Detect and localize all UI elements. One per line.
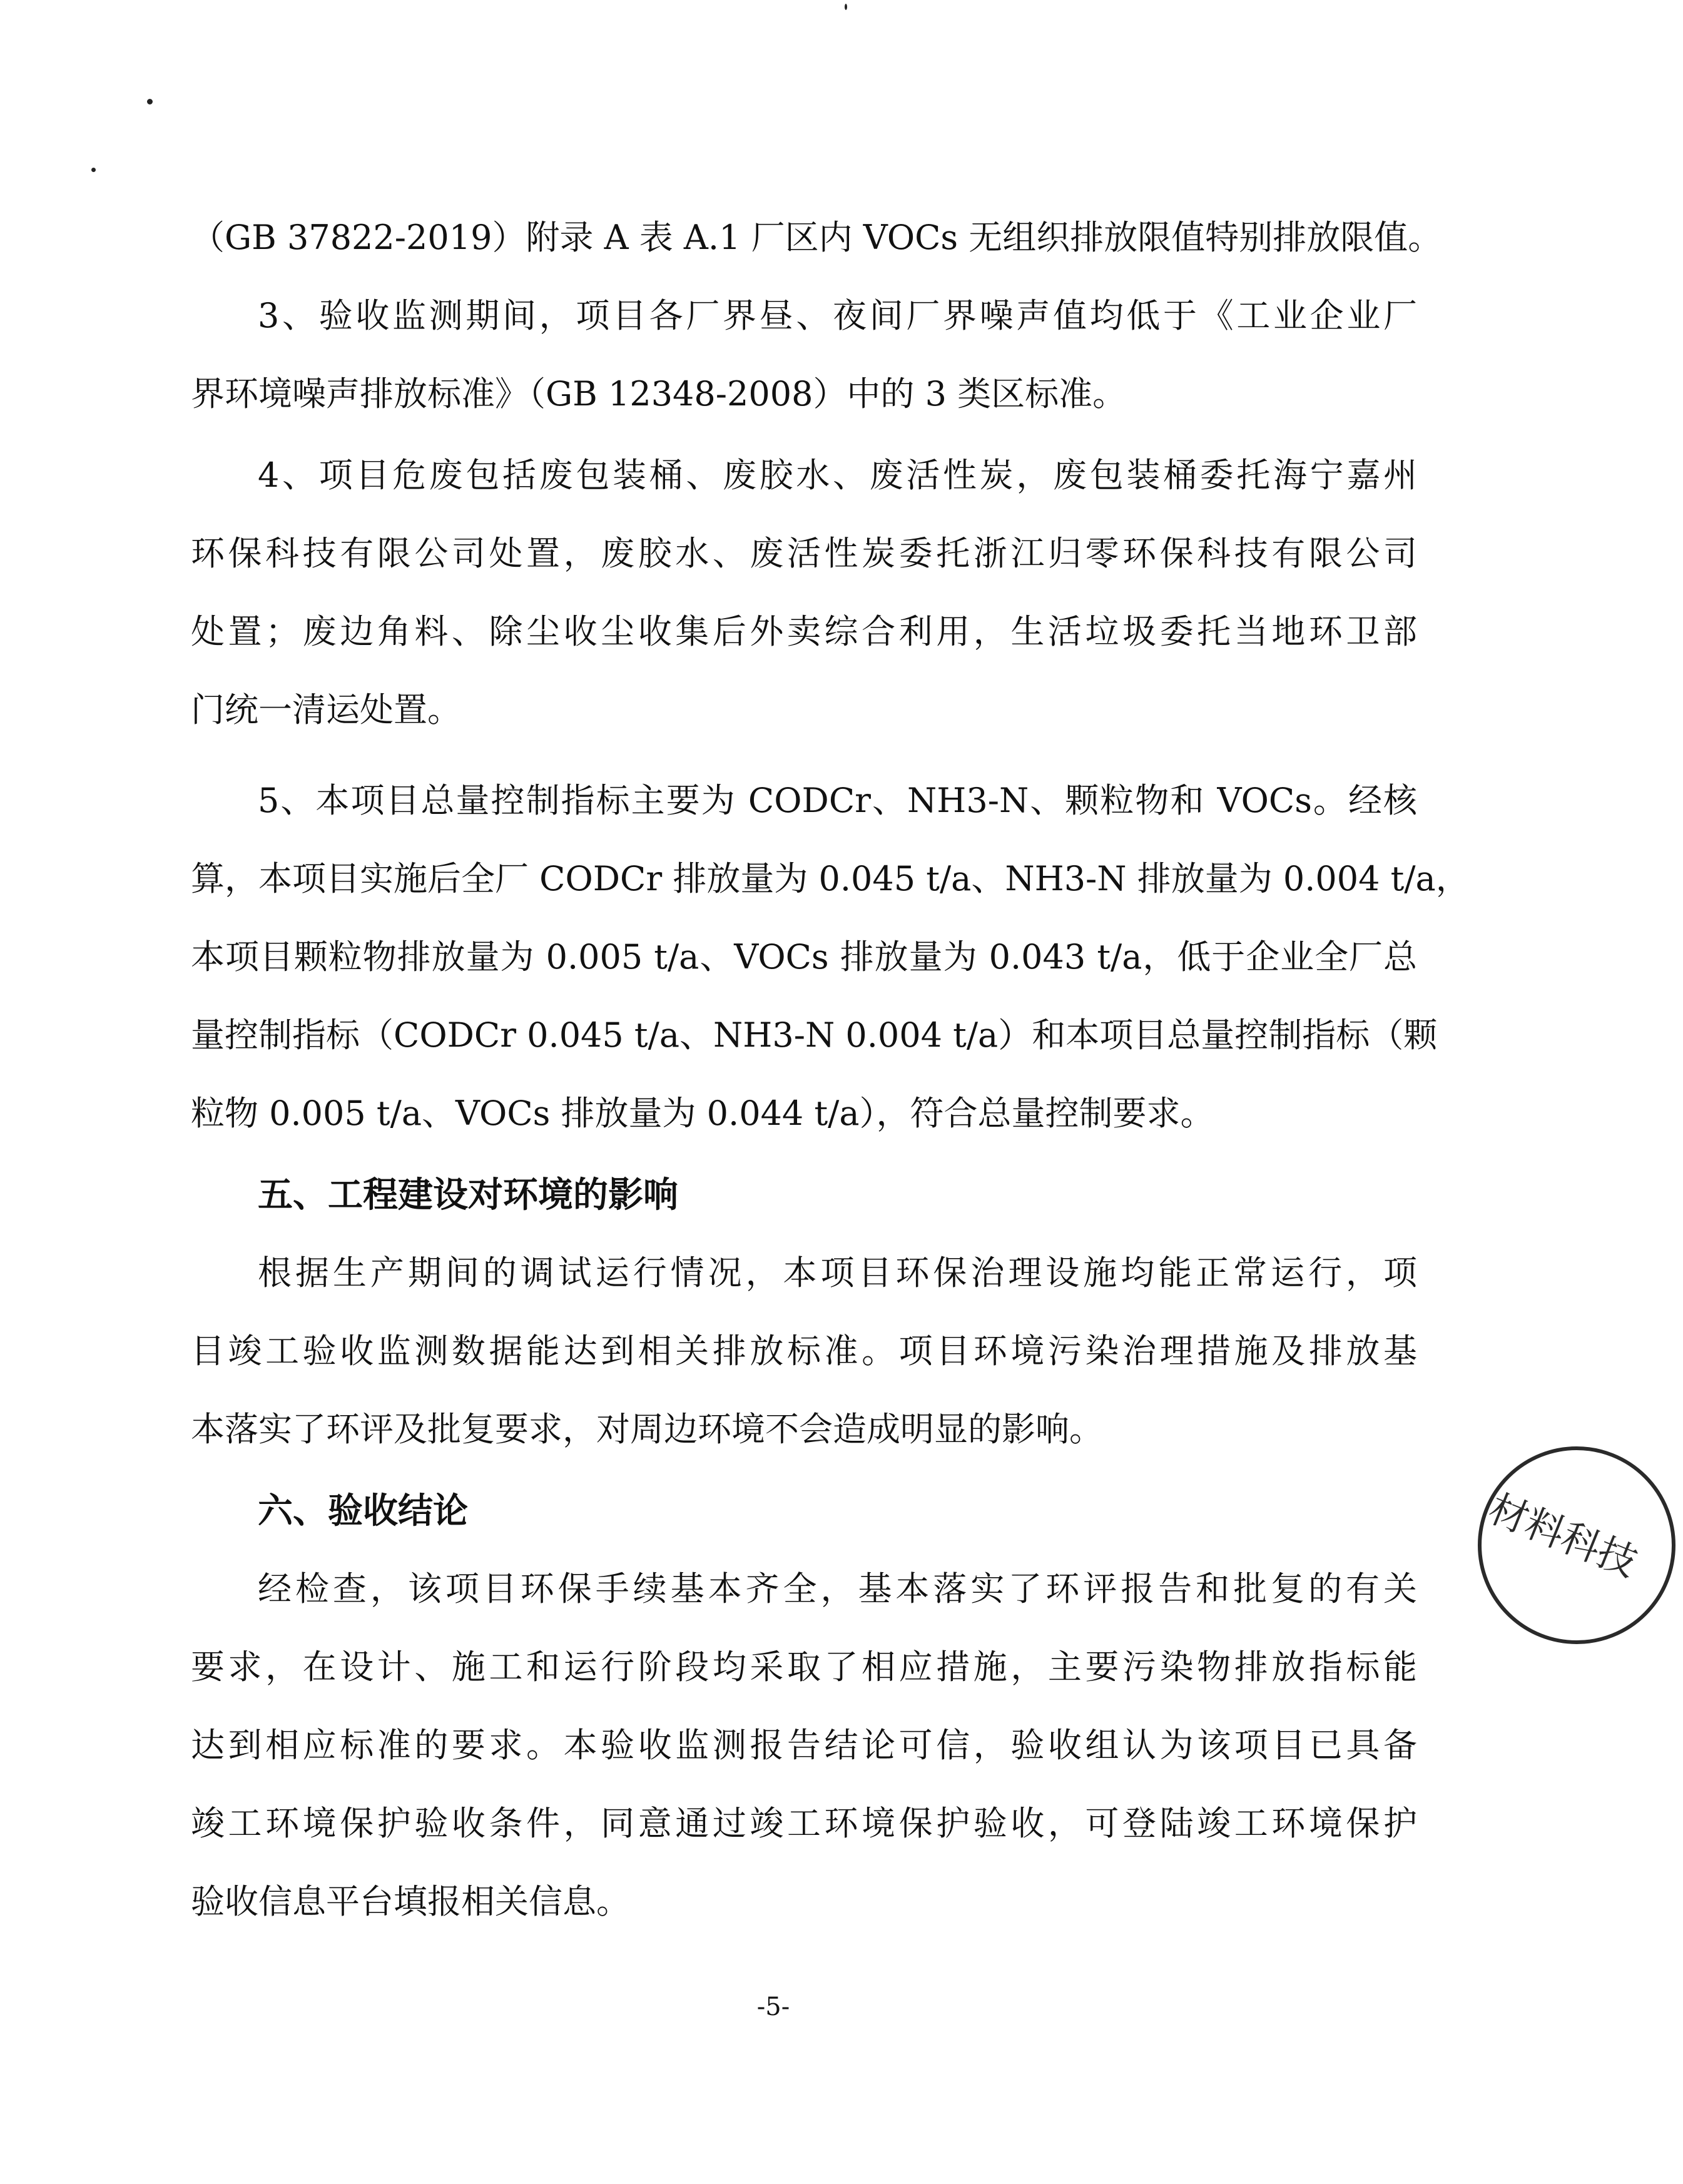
text-line: 3、验收监测期间，项目各厂界昼、夜间厂界噪声值均低于《工业企业厂 xyxy=(258,296,1417,335)
scan-speck xyxy=(91,168,96,172)
text-line: 粒物 0.005 t/a、VOCs 排放量为 0.044 t/a），符合总量控制要求。 xyxy=(191,1094,1214,1133)
text-line: 门统一清运处置。 xyxy=(191,690,461,729)
text-line: 算，本项目实施后全厂 CODCr 排放量为 0.045 t/a、NH3-N 排放量为 0.004 t/a， xyxy=(191,859,1470,898)
seal-text: 材料科技 xyxy=(1482,1485,1644,1586)
section-heading: 六、验收结论 xyxy=(258,1490,468,1531)
text-line: 达到相应标准的要求。本验收监测报告结论可信，验收组认为该项目已具备 xyxy=(191,1725,1417,1765)
section-heading: 五、工程建设对环境的影响 xyxy=(258,1174,678,1216)
text-line: 4、项目危废包括废包装桶、废胶水、废活性炭，废包装桶委托海宁嘉州 xyxy=(258,455,1417,495)
text-line: 环保科技有限公司处置，废胶水、废活性炭委托浙江归零环保科技有限公司 xyxy=(191,534,1417,573)
company-seal xyxy=(1470,1439,1683,1652)
text-line: 量控制指标（CODCr 0.045 t/a、NH3-N 0.004 t/a）和本项目总量控制指标（颗 xyxy=(191,1015,1438,1055)
text-line: 目竣工验收监测数据能达到相关排放标准。项目环境污染治理措施及排放基 xyxy=(191,1331,1417,1371)
text-line: 5、本项目总量控制指标主要为 CODCr、NH3-N、颗粒物和 VOCs。经核 xyxy=(258,781,1417,820)
text-line: 界环境噪声排放标准》（GB 12348-2008）中的 3 类区标准。 xyxy=(191,374,1127,414)
text-line: （GB 37822-2019）附录 A 表 A.1 厂区内 VOCs 无组织排放限值特别排放限值。 xyxy=(191,218,1442,257)
scan-speck xyxy=(845,4,847,10)
text-line: 验收信息平台填报相关信息。 xyxy=(191,1882,630,1921)
text-line: 根据生产期间的调试运行情况，本项目环保治理设施均能正常运行，项 xyxy=(258,1253,1417,1293)
text-line: 竣工环境保护验收条件，同意通过竣工环境保护验收，可登陆竣工环境保护 xyxy=(191,1804,1417,1843)
text-line: 要求，在设计、施工和运行阶段均采取了相应措施，主要污染物排放指标能 xyxy=(191,1647,1417,1687)
text-line: 本落实了环评及批复要求，对周边环境不会造成明显的影响。 xyxy=(191,1409,1103,1449)
text-line: 本项目颗粒物排放量为 0.005 t/a、VOCs 排放量为 0.043 t/a，低于企业全厂总 xyxy=(191,937,1417,977)
page-number: -5- xyxy=(756,1993,790,2021)
text-line: 经检查，该项目环保手续基本齐全，基本落实了环评报告和批复的有关 xyxy=(258,1569,1417,1608)
text-line: 处置；废边角料、除尘收尘收集后外卖综合利用，生活垃圾委托当地环卫部 xyxy=(191,612,1417,651)
scan-speck xyxy=(147,99,153,104)
